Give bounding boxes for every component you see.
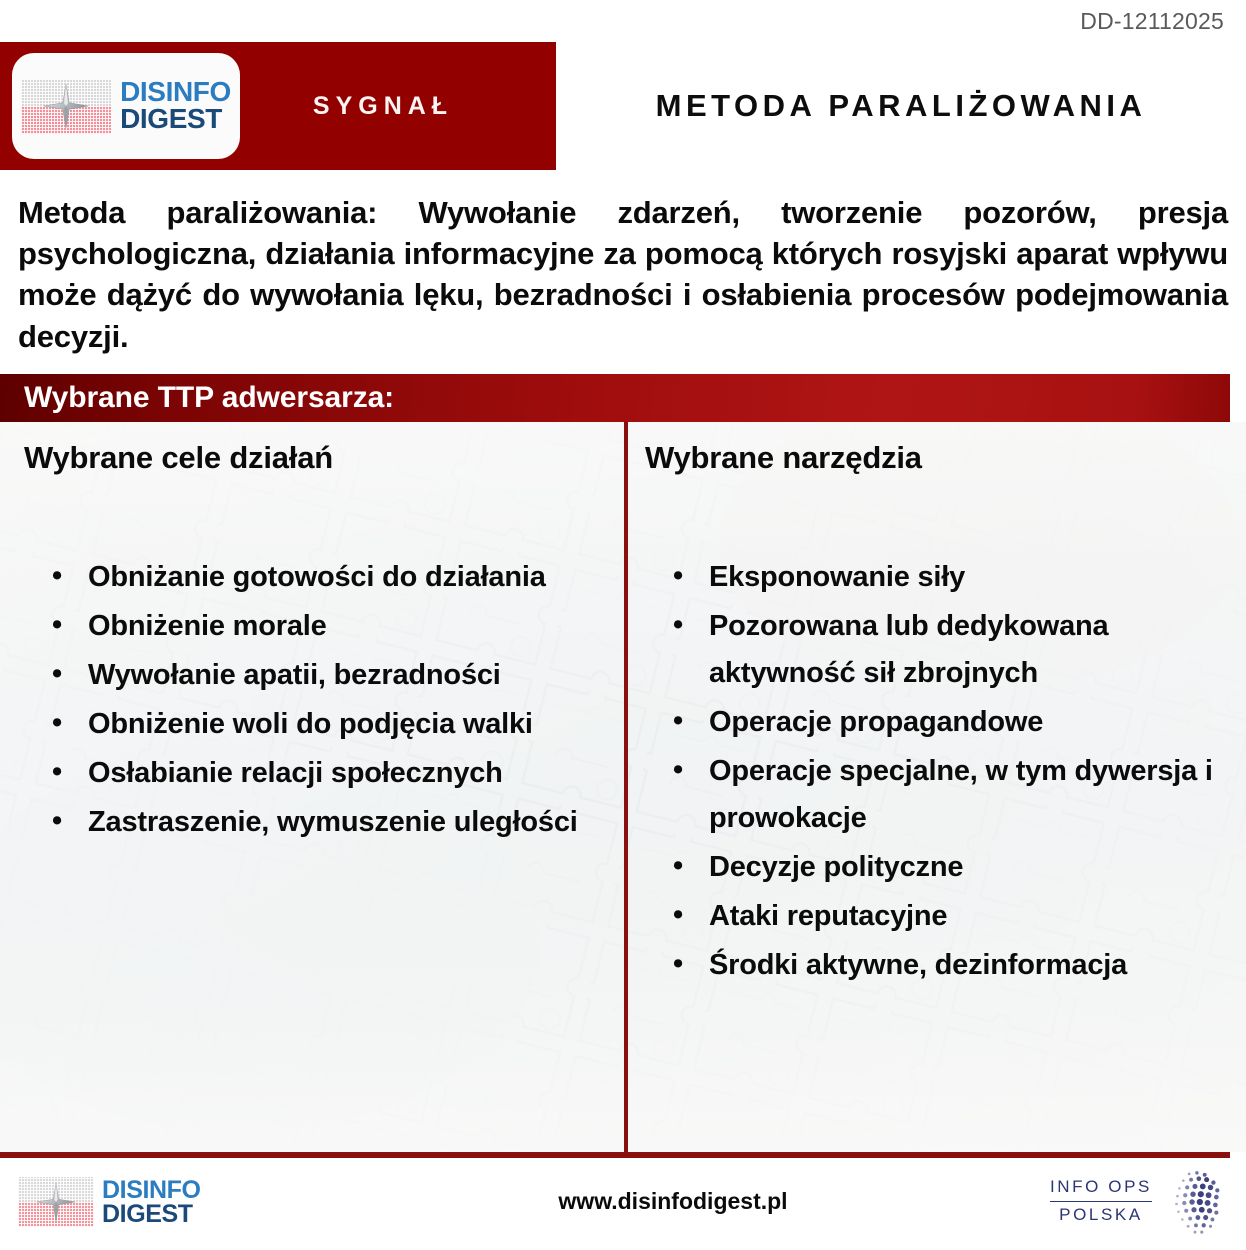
list-item: • Środki aktywne, dezinformacja (669, 942, 1246, 989)
list-item: • Zastraszenie, wymuszenie uległości (48, 799, 625, 846)
partner-logo-info-ops-polska (998, 1166, 1228, 1238)
brand-line-1: DISINFO (120, 76, 231, 108)
partner-line-2: POLSKA (1059, 1205, 1143, 1225)
intro-paragraph: Metoda paraliżowania: Wywołanie zdarzeń, tworzenie pozorów, presja psychologiczna, działania informacyjne za pomocą których rosyjski aparat wpływu może dążyć do wywołania lęku, bezradności i osłabienia procesów podejmowania decyzji. (18, 195, 1228, 354)
document-code: DD-12112025 (1080, 7, 1224, 34)
brand-line-2: DIGEST (120, 103, 222, 134)
footer-brand-line-2: DIGEST (102, 1199, 193, 1228)
footer-band (0, 1158, 1246, 1246)
list-item: • Operacje specjalne, w tym dywersja i prowokacje (669, 748, 1246, 842)
column-goals (0, 422, 625, 1152)
two-column-layout (0, 422, 1246, 1152)
footer-brand-line-1: DISINFO (102, 1175, 201, 1204)
footer-brand-logo (18, 1177, 318, 1227)
list-item: • Obniżenie woli do podjęcia walki (48, 701, 625, 748)
goals-list (24, 554, 625, 846)
polish-flag-grid-icon (18, 1177, 94, 1227)
column-tools-heading: Wybrane narzędzia (645, 439, 922, 475)
header-right-white-block (556, 42, 1246, 170)
list-item: • Ataki reputacyjne (669, 893, 1246, 940)
list-item: • Obniżenie morale (48, 603, 625, 650)
header-band (0, 42, 1246, 170)
list-item: • Decyzje polityczne (669, 844, 1246, 891)
list-item: • Operacje propagandowe (669, 699, 1246, 746)
partner-line-1: INFO OPS (1050, 1176, 1152, 1202)
brand-logo (12, 53, 240, 159)
list-item: • Osłabianie relacji społecznych (48, 750, 625, 797)
ttp-banner-label: Wybrane TTP adwersarza: (24, 380, 395, 414)
dotted-globe-icon (1160, 1166, 1228, 1238)
column-goals-heading: Wybrane cele działań (24, 439, 333, 475)
compass-star-icon (36, 1182, 76, 1222)
list-item: • Pozorowana lub dedykowana aktywność sił zbrojnych (669, 603, 1246, 697)
category-label: SYGNAŁ (312, 91, 454, 120)
column-tools (625, 422, 1246, 1152)
list-item: • Wywołanie apatii, bezradności (48, 652, 625, 699)
header-left-red-block (0, 42, 556, 170)
tools-list (645, 554, 1246, 989)
list-item: • Eksponowanie siły (669, 554, 1246, 601)
partner-wordmark (1050, 1176, 1152, 1227)
polish-flag-grid-icon (21, 79, 111, 134)
page-title: METODA PARALIŻOWANIA (655, 88, 1147, 123)
ttp-banner (0, 374, 1230, 422)
footer-brand-wordmark (102, 1175, 201, 1228)
list-item: • Obniżanie gotowości do działania (48, 554, 625, 601)
footer-website-url[interactable]: www.disinfodigest.pl (558, 1188, 788, 1215)
compass-star-icon (43, 83, 89, 129)
content-area (0, 422, 1246, 1152)
document-code-strip (0, 0, 1246, 42)
brand-wordmark (120, 76, 231, 134)
